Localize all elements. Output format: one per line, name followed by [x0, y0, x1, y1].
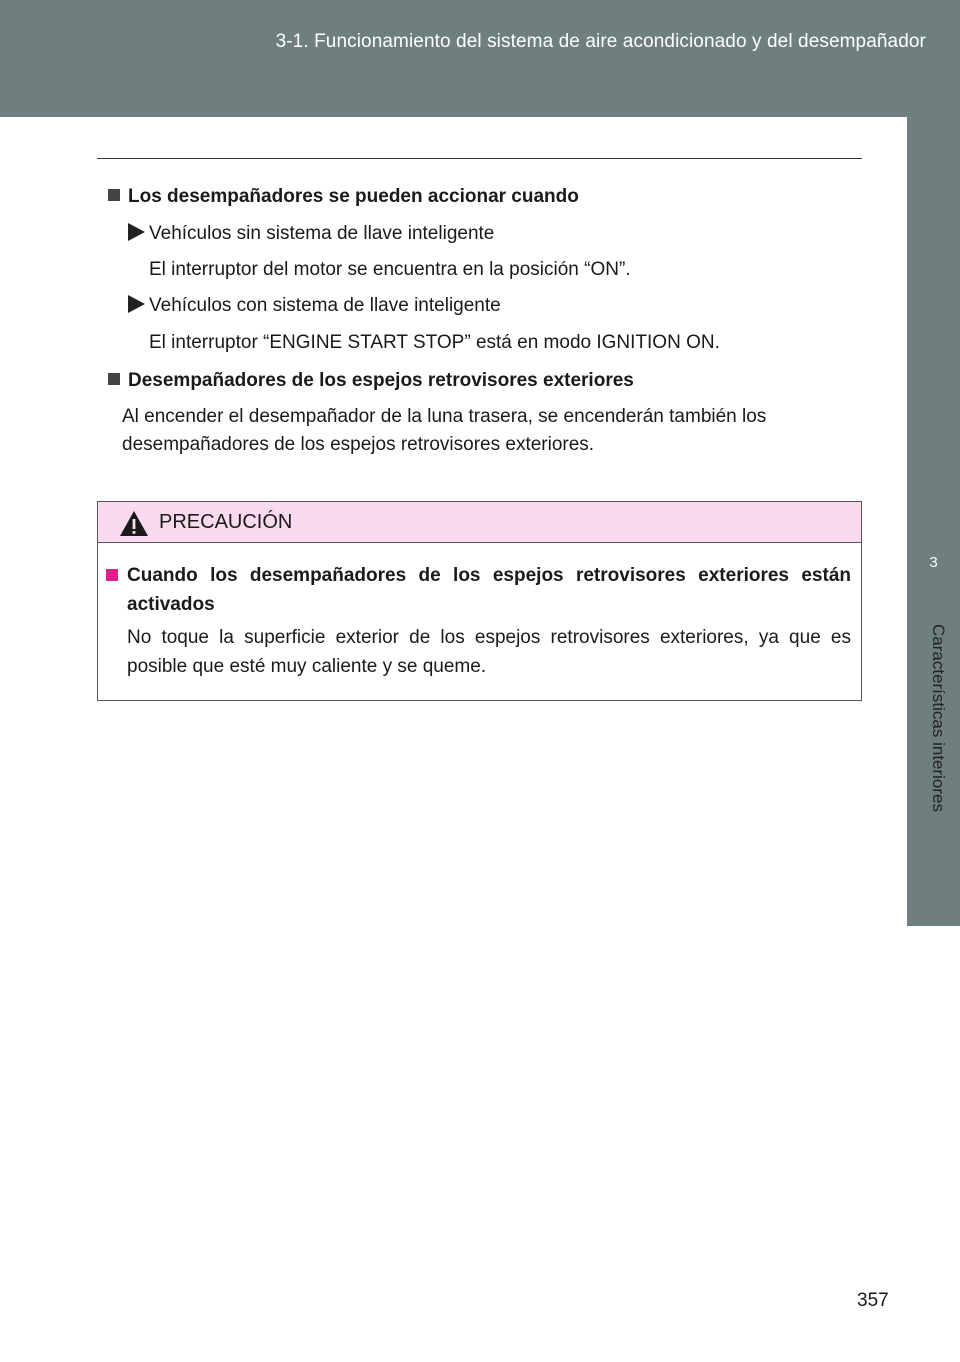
- section-heading: Los desempañadores se pueden accionar cuando: [108, 185, 579, 209]
- paragraph-line: desempañadores de los espejos retrovisores exteriores.: [122, 434, 595, 455]
- caution-text: No toque la superficie exterior de los espejos retrovisores exteriores, ya que es posible que esté muy caliente y se queme.: [127, 627, 851, 677]
- chapter-label: Características interiores: [929, 624, 948, 813]
- caution-box: [97, 501, 862, 701]
- triangle-pointer-icon: [128, 295, 145, 313]
- top-rule: [97, 158, 862, 159]
- condition-text: El interruptor del motor se encuentra en la posición “ON”.: [149, 259, 631, 280]
- caution-title: PRECAUCIÓN: [159, 511, 293, 533]
- caution-heading: Cuando los desempañadores de los espejos retrovisores exteriores están activados: [123, 561, 851, 619]
- condition-item: Vehículos con sistema de llave inteligente: [128, 294, 501, 318]
- header-title: 3-1. Funcionamiento del sistema de aire acondicionado y del desempañador: [275, 31, 926, 52]
- side-tab-strip: [907, 117, 960, 522]
- chapter-number-tab: 3: [907, 522, 960, 614]
- page-number: 357: [857, 1290, 889, 1311]
- square-bullet-icon: [108, 189, 120, 201]
- condition-item: Vehículos sin sistema de llave inteligente: [128, 222, 494, 246]
- pink-square-bullet-icon: [106, 569, 118, 581]
- warning-icon: [119, 510, 149, 537]
- section-heading: Desempañadores de los espejos retrovisores exteriores: [108, 369, 634, 393]
- condition-text: El interruptor “ENGINE START STOP” está en modo IGNITION ON.: [149, 332, 720, 353]
- square-bullet-icon: [108, 373, 120, 385]
- paragraph-line: Al encender el desempañador de la luna trasera, se encenderán también los: [122, 406, 767, 427]
- caution-header: [98, 502, 861, 543]
- triangle-pointer-icon: [128, 223, 145, 241]
- page-header: [0, 0, 960, 117]
